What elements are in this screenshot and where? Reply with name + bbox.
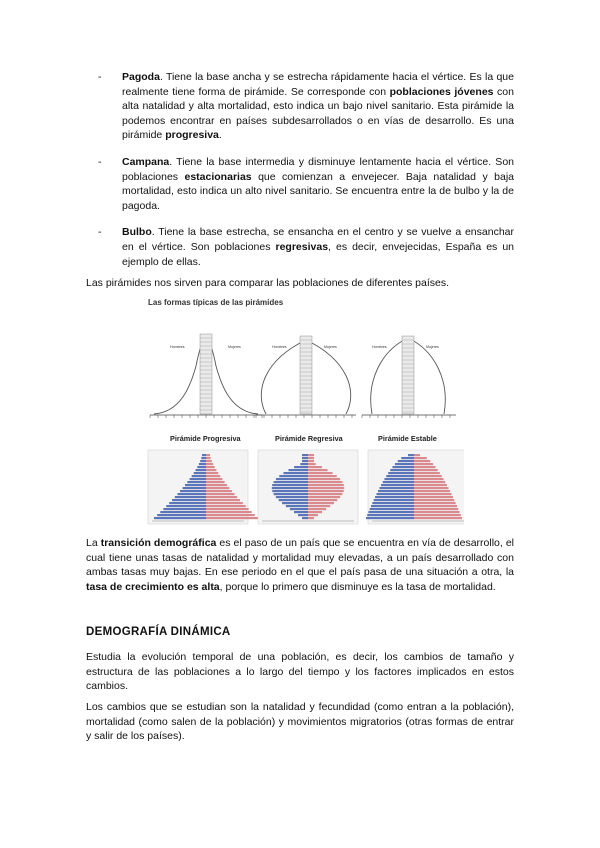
list-item-campana [100,155,514,213]
sex-label-female: Mujeres [324,345,337,349]
bar-female [206,484,227,486]
bar-female [206,469,216,471]
bar-male [154,517,206,519]
bar-male [395,463,414,465]
bullet-dash: - [98,155,102,168]
bar-female [308,502,334,504]
bar-female [414,514,461,516]
bar-female [414,505,457,507]
age-column-2 [300,336,312,414]
bar-male [300,463,308,465]
bar-male [197,466,206,468]
bar-male [392,466,414,468]
bar-female [308,499,337,501]
bar-male [390,469,414,471]
bar-female [308,490,344,492]
bar-female [414,517,462,519]
bar-male [282,502,308,504]
bar-male [381,484,414,486]
bar-male [288,469,308,471]
bar-female [414,502,456,504]
bar-female [308,508,326,510]
bar-male [294,511,308,513]
bar-male [276,496,308,498]
bar-male [202,454,206,456]
bar-female [308,460,314,462]
bar-male [367,514,414,516]
sex-label-male: Hombres [170,345,185,349]
label-regressive: Pirámide Regresiva [275,434,343,443]
bar-female [414,484,447,486]
list-item-bulbo [100,225,514,269]
bar-male [401,457,414,459]
bar-female [414,493,451,495]
bar-female [206,466,215,468]
bar-female [308,505,330,507]
bar-male [272,487,308,489]
dynamics-paragraph-2: Los cambios que se estudian son la natalidad y fecundidad (como entran a la población), mortalidad (como salen de la población) y movimientos migratorios (otras formas de entrar y salir de los países). [86,701,514,743]
bar-female [308,511,322,513]
pyramid-diagram [144,296,464,528]
bar-female [206,502,243,504]
bar-male [200,460,206,462]
bar-female [414,475,442,477]
bar-male [377,493,414,495]
bar-male [374,499,414,501]
bar-female [308,487,344,489]
bar-female [206,505,246,507]
bar-female [414,490,450,492]
bar-male [196,469,206,471]
bar-female [206,457,211,459]
sex-label-female: Mujeres [228,345,241,349]
bar-male [183,487,206,489]
bar-female [308,469,328,471]
sex-label-male: Hombres [372,345,387,349]
bar-female [414,511,460,513]
bar-male [279,475,308,477]
bar-female [414,463,433,465]
bar-female [308,466,322,468]
bar-male [302,457,308,459]
bar-male [272,484,308,486]
bar-female [414,508,458,510]
bullet-dash: - [98,71,102,83]
bar-female [206,499,240,501]
pyramid-types-list [100,70,514,281]
bullet-text: Pagoda. Tiene la base ancha y se estrecha rápidamente hacia el vértice. Es la que realmente tiene forma de pirámide. Se corresponde con poblaciones jóvenes con alta natalidad y alta mortalidad, esto indica un bajo nivel sanitario. Esta pirámide la podemos encontrar en países subdesarrollados o en vías de desarrollo. Es una pirámide progresiva. [122,71,514,142]
bar-male [192,475,206,477]
bar-male [388,472,414,474]
bar-male [366,517,414,519]
bar-female [308,457,314,459]
bullet-text: Bulbo. Tiene la base estrecha, se ensancha en el centro y se vuelve a ensanchar en el vértice. Son poblaciones regresivas, es decir, envejecidas, España es un ejemplo de ellas. [122,226,514,268]
bar-male [368,511,414,513]
bar-male [302,460,308,462]
bar-male [378,490,414,492]
bar-female [414,454,420,456]
bar-female [206,511,252,513]
bar-male [279,499,308,501]
bar-female [414,457,427,459]
bar-female [308,463,316,465]
bar-male [286,505,308,507]
bar-male [386,475,414,477]
bar-male [190,478,206,480]
bar-male [290,508,308,510]
bar-male [383,481,414,483]
bar-male [408,454,414,456]
bar-male [160,511,206,513]
bar-female [206,487,229,489]
bar-female [206,490,232,492]
section-heading: DEMOGRAFÍA DINÁMICA [86,626,231,638]
bar-female [308,514,318,516]
bar-male [302,517,308,519]
bar-female [206,472,218,474]
age-column-3 [402,336,414,414]
bar-female [206,460,212,462]
bar-female [206,481,225,483]
dynamics-paragraph-1: Estudia la evolución temporal de una población, es decir, los cambios de tamaño y estructura de las poblaciones a lo largo del tiempo y los factores implicados en estos cambios. [86,651,514,693]
compare-paragraph: Las pirámides nos sirven para comparar las poblaciones de diferentes países. [86,277,450,289]
pyramid-figure [144,296,464,528]
bar-male [201,457,206,459]
bar-female [206,475,220,477]
sex-label-male: Hombres [272,345,287,349]
bar-male [274,481,308,483]
bar-male [298,514,308,516]
bar-female [414,478,444,480]
bar-male [276,478,308,480]
bar-female [414,496,453,498]
bar-female [206,463,213,465]
bar-female [308,496,340,498]
bar-female [414,481,445,483]
bar-male [163,508,206,510]
bar-male [180,490,206,492]
bar-female [308,475,337,477]
bar-male [294,466,308,468]
bar-female [308,517,314,519]
bar-female [308,454,314,456]
bar-female [206,514,255,516]
bar-female [206,454,210,456]
bar-female [308,481,342,483]
bar-male [169,502,206,504]
bar-female [414,499,454,501]
bar-male [371,505,414,507]
bar-female [206,517,258,519]
bar-male [375,496,414,498]
bar-male [175,496,206,498]
bar-male [370,508,414,510]
bar-male [166,505,206,507]
figure-title: Las formas típicas de las pirámides [148,298,284,307]
bar-female [206,508,249,510]
bar-female [414,469,438,471]
bar-female [414,472,440,474]
bar-female [308,484,344,486]
bar-female [414,487,448,489]
bar-male [380,487,414,489]
bar-male [172,499,206,501]
bar-male [272,490,308,492]
bar-female [206,496,237,498]
label-stable: Pirámide Estable [378,434,437,443]
sex-label-female: Mujeres [426,345,439,349]
bar-female [206,493,235,495]
bar-female [308,472,333,474]
transition-paragraph: La transición demográfica es el paso de un país que se encuentra en vía de desarrollo, el cual tiene unas tasas de natalidad y mortalidad muy elevadas, a un país desarrollado con ambas tasas muy bajas. En ese periodo en el que el país pasa de una situación a otra, la tasa de crecimiento es alta, porque lo primero que disminuye es la tasa de mortalidad. [86,537,514,593]
bar-female [308,493,342,495]
bar-male [274,493,308,495]
bar-female [308,478,340,480]
bar-male [199,463,206,465]
bar-male [384,478,414,480]
bar-male [187,481,206,483]
bar-female [206,478,222,480]
bar-male [177,493,206,495]
list-item-pagoda [100,70,514,143]
bullet-text: Campana. Tiene la base intermedia y disminuye lentamente hacia el vértice. Son poblaciones estacionarias que comienzan a envejecer. Baja natalidad y baja mortalidad, esto indica un alto nivel sanitario. Se encuentra entre la de bulbo y la de pagoda. [122,155,514,212]
bar-male [398,460,414,462]
bar-male [194,472,206,474]
bar-male [283,472,308,474]
bar-male [302,454,308,456]
bar-female [414,466,436,468]
bar-male [372,502,414,504]
bullet-dash: - [98,226,102,239]
bar-male [157,514,206,516]
label-progressive: Pirámide Progresiva [170,434,241,443]
bar-male [185,484,206,486]
bar-female [414,460,430,462]
